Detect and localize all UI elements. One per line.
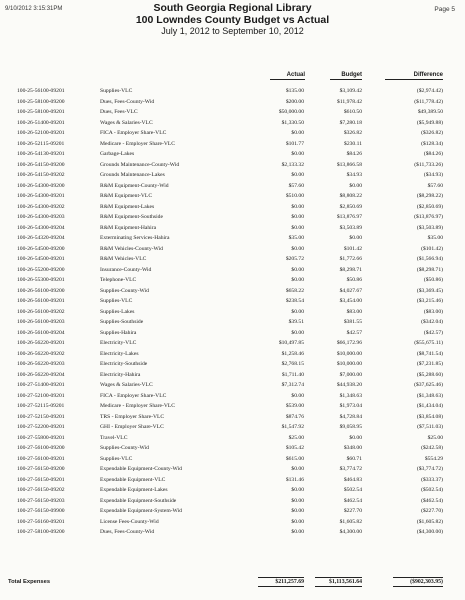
account-code: 100-26-56220-09201 bbox=[17, 340, 65, 346]
budget-amount: $10,000.00 bbox=[336, 350, 362, 357]
account-code: 100-26-54500-09201 bbox=[17, 256, 65, 262]
account-code: 100-25-56100-09201 bbox=[17, 88, 65, 94]
difference-amount: ($34.93) bbox=[423, 172, 443, 178]
budget-amount: $34.93 bbox=[346, 172, 362, 178]
budget-amount: $0.00 bbox=[349, 182, 362, 189]
budget-amount: $610.50 bbox=[343, 109, 362, 115]
budget-amount: $66,172.96 bbox=[336, 340, 362, 346]
actual-amount: $510.00 bbox=[285, 193, 304, 199]
account-description: Electricity-Southside bbox=[100, 361, 148, 367]
account-description: Wages & Salaries-VLC bbox=[100, 119, 153, 126]
actual-amount: $135.00 bbox=[285, 88, 304, 94]
account-code: 100-27-52115-09201 bbox=[17, 403, 65, 409]
table-row bbox=[0, 286, 465, 297]
difference-amount: ($8,298.22) bbox=[416, 193, 443, 199]
actual-amount: $200.00 bbox=[285, 98, 304, 105]
budget-amount: $3,454.00 bbox=[339, 298, 362, 304]
budget-amount: $13,876.97 bbox=[336, 214, 362, 220]
table-row bbox=[0, 223, 465, 234]
account-description: Supplies-Hahira bbox=[100, 329, 137, 336]
account-code: 100-26-54130-09201 bbox=[17, 151, 65, 157]
account-description: Supplies-Lakes bbox=[100, 308, 135, 315]
actual-amount: $0.00 bbox=[291, 308, 304, 315]
account-description: FICA - Employer Share-VLC bbox=[100, 392, 167, 399]
actual-amount: $0.00 bbox=[291, 245, 304, 252]
account-description: Supplies-Southside bbox=[100, 319, 144, 325]
actual-amount: $238.54 bbox=[285, 298, 304, 304]
account-description: R&M Equipment-Lakes bbox=[100, 203, 155, 210]
account-description: Medicare - Employer Share-VLC bbox=[100, 140, 176, 147]
difference-amount: ($462.54) bbox=[421, 497, 443, 504]
account-code: 100-26-51400-09201 bbox=[17, 119, 65, 126]
account-description: Expendable Equipment-Southside bbox=[100, 497, 177, 504]
difference-amount: ($1,434.04) bbox=[416, 403, 443, 409]
table-row bbox=[0, 485, 465, 496]
account-description: R&M Equipment-County-Wid bbox=[100, 182, 169, 189]
actual-amount: $0.00 bbox=[291, 497, 304, 504]
actual-amount: $0.00 bbox=[291, 277, 304, 283]
budget-amount: $1,605.82 bbox=[339, 518, 362, 525]
account-code: 100-27-56150-09201 bbox=[17, 476, 65, 483]
budget-amount: $0.00 bbox=[349, 434, 362, 441]
actual-amount: $39.51 bbox=[288, 319, 304, 325]
budget-amount: $11,978.42 bbox=[337, 98, 362, 105]
table-row bbox=[0, 359, 465, 370]
difference-amount: ($3,215.46) bbox=[416, 298, 443, 304]
table-row bbox=[0, 506, 465, 517]
account-code: 100-26-52115-09201 bbox=[17, 140, 65, 147]
budget-amount: $8,808.22 bbox=[339, 193, 362, 199]
account-code: 100-26-54150-09200 bbox=[17, 161, 65, 168]
account-description: Garbage-Lakes bbox=[100, 151, 135, 157]
account-description: License Fees-County-Wid bbox=[100, 518, 159, 525]
table-row bbox=[0, 149, 465, 160]
column-header-difference: Difference bbox=[385, 72, 443, 80]
table-row bbox=[0, 517, 465, 528]
budget-amount: $2,850.69 bbox=[339, 203, 362, 210]
table-row bbox=[0, 244, 465, 255]
table-row bbox=[0, 422, 465, 433]
difference-amount: ($55,675.11) bbox=[414, 340, 443, 346]
difference-amount: ($84.26) bbox=[423, 151, 443, 157]
table-row bbox=[0, 139, 465, 150]
difference-amount: ($8,741.54) bbox=[416, 350, 443, 357]
account-description: R&M Equipment-Southside bbox=[100, 214, 163, 220]
actual-amount: $2,133.32 bbox=[281, 161, 304, 168]
table-row bbox=[0, 233, 465, 244]
actual-amount: $131.46 bbox=[285, 476, 304, 483]
report-header bbox=[0, 2, 465, 37]
report-date-range: July 1, 2012 to September 10, 2012 bbox=[161, 26, 304, 36]
difference-amount: ($13,876.97) bbox=[414, 214, 443, 220]
difference-amount: ($42.57) bbox=[423, 329, 443, 336]
actual-amount: $0.00 bbox=[291, 224, 304, 231]
difference-amount: $25.00 bbox=[427, 434, 443, 441]
table-row bbox=[0, 391, 465, 402]
account-code: 100-26-54300-09204 bbox=[17, 224, 65, 231]
budget-amount: $4,728.84 bbox=[339, 413, 362, 420]
account-description: Dues, Fees-County-Wid bbox=[100, 529, 155, 535]
column-header-actual: Actual bbox=[270, 72, 305, 80]
budget-amount: $42.57 bbox=[346, 329, 362, 336]
actual-amount: $25.00 bbox=[288, 434, 304, 441]
account-code: 100-27-56150-09900 bbox=[17, 508, 65, 514]
account-description: R&M Equipment-Hahira bbox=[100, 224, 157, 231]
budget-amount: $1,772.66 bbox=[339, 256, 362, 262]
account-description: Supplies-VLC bbox=[100, 455, 133, 462]
table-row bbox=[0, 443, 465, 454]
difference-amount: ($7,511.03) bbox=[417, 424, 443, 430]
actual-amount: $0.00 bbox=[291, 214, 304, 220]
table-row bbox=[0, 202, 465, 213]
account-description: FICA - Employer Share-VLC bbox=[100, 130, 167, 136]
difference-amount: ($5,288.60) bbox=[416, 371, 443, 378]
actual-amount: $57.60 bbox=[288, 182, 304, 189]
difference-amount: ($2,850.69) bbox=[416, 203, 443, 210]
actual-amount: $0.00 bbox=[291, 466, 304, 472]
budget-amount: $10,000.00 bbox=[336, 361, 362, 367]
table-row bbox=[0, 97, 465, 108]
account-description: R&M Equipment-VLC bbox=[100, 193, 153, 199]
account-code: 100-27-56150-09202 bbox=[17, 487, 65, 493]
budget-amount: $101.42 bbox=[343, 245, 362, 252]
table-row bbox=[0, 181, 465, 192]
account-description: Insurance-County-Wid bbox=[100, 266, 152, 273]
actual-amount: $615.00 bbox=[285, 455, 304, 462]
actual-amount: $35.00 bbox=[288, 235, 304, 241]
difference-amount: ($502.54) bbox=[421, 487, 443, 493]
account-description: Grounds Maintenance-Lakes bbox=[100, 172, 165, 178]
account-code: 100-27-56100-09200 bbox=[17, 445, 65, 451]
table-row bbox=[0, 454, 465, 465]
actual-amount: $0.00 bbox=[291, 508, 304, 514]
account-code: 100-27-52150-09201 bbox=[17, 413, 65, 420]
account-description: Supplies-County-Wid bbox=[100, 287, 149, 294]
account-code: 100-26-55200-09200 bbox=[17, 266, 65, 273]
budget-amount: $4,027.67 bbox=[339, 287, 362, 294]
actual-amount: $1,330.50 bbox=[281, 119, 304, 126]
account-code: 100-27-58100-09200 bbox=[17, 529, 65, 535]
actual-amount: $0.00 bbox=[291, 130, 304, 136]
difference-amount: ($8,298.71) bbox=[416, 266, 443, 273]
table-row bbox=[0, 296, 465, 307]
account-description: Grounds Maintenance-County-Wid bbox=[100, 161, 180, 168]
actual-amount: $1,258.46 bbox=[281, 350, 304, 357]
budget-amount: $3,503.89 bbox=[339, 224, 362, 231]
account-code: 100-26-56100-09200 bbox=[17, 287, 65, 294]
account-description: Travel-VLC bbox=[100, 434, 128, 441]
account-description: Expendable Equipment-Lakes bbox=[100, 487, 168, 493]
table-row bbox=[0, 317, 465, 328]
account-code: 100-26-56100-09201 bbox=[17, 298, 65, 304]
budget-amount: $326.82 bbox=[343, 130, 362, 136]
account-code: 100-27-52100-09201 bbox=[17, 392, 65, 399]
difference-amount: ($83.00) bbox=[423, 308, 443, 315]
table-row bbox=[0, 527, 465, 538]
difference-amount: ($11,733.26) bbox=[414, 161, 443, 168]
difference-amount: ($242.58) bbox=[421, 445, 443, 451]
table-row bbox=[0, 464, 465, 475]
account-description: GHI - Employer Share-VLC bbox=[100, 424, 164, 430]
actual-amount: $1,711.40 bbox=[281, 371, 304, 378]
budget-amount: $230.11 bbox=[344, 140, 362, 147]
account-description: Expendable Equipment-System-Wid bbox=[100, 508, 182, 514]
report-title: 100 Lowndes County Budget vs Actual bbox=[135, 14, 330, 26]
actual-amount: $0.00 bbox=[291, 172, 304, 178]
account-code: 100-26-54300-09200 bbox=[17, 182, 65, 189]
account-description: Electricity-VLC bbox=[100, 340, 137, 346]
actual-amount: $874.76 bbox=[285, 413, 304, 420]
account-code: 100-27-55800-09201 bbox=[17, 434, 65, 441]
total-difference: ($902,303.95) bbox=[393, 577, 443, 587]
budget-amount: $462.54 bbox=[343, 497, 362, 504]
account-code: 100-26-54500-09200 bbox=[17, 245, 65, 252]
actual-amount: $101.77 bbox=[285, 140, 304, 147]
budget-amount: $83.00 bbox=[346, 308, 362, 315]
account-code: 100-26-56100-09204 bbox=[17, 329, 65, 336]
budget-amount: $9,058.95 bbox=[339, 424, 362, 430]
budget-amount: $50.86 bbox=[346, 277, 362, 283]
difference-amount: ($333.37) bbox=[421, 476, 443, 483]
difference-amount: $57.60 bbox=[427, 182, 443, 189]
difference-amount: ($3,854.08) bbox=[416, 413, 443, 420]
actual-amount: $50,000.00 bbox=[278, 109, 304, 115]
table-row bbox=[0, 338, 465, 349]
actual-amount: $0.00 bbox=[291, 518, 304, 525]
difference-amount: $554.29 bbox=[424, 455, 443, 462]
difference-amount: ($326.82) bbox=[421, 130, 443, 136]
difference-amount: ($7,231.85) bbox=[416, 361, 443, 367]
difference-amount: ($101.42) bbox=[421, 245, 443, 252]
budget-amount: $84.26 bbox=[346, 151, 362, 157]
total-budget: $1,113,561.64 bbox=[315, 577, 362, 587]
account-description: R&M Vehicles-VLC bbox=[100, 256, 147, 262]
actual-amount: $105.42 bbox=[285, 445, 304, 451]
table-row bbox=[0, 475, 465, 486]
account-description: Expendable Equipment-VLC bbox=[100, 476, 166, 483]
table-row bbox=[0, 191, 465, 202]
actual-amount: $2,768.15 bbox=[281, 361, 304, 367]
difference-amount: ($1,566.94) bbox=[416, 256, 443, 262]
account-code: 100-26-56100-09202 bbox=[17, 308, 65, 315]
table-row bbox=[0, 349, 465, 360]
column-headers bbox=[0, 72, 465, 82]
budget-amount: $44,938.20 bbox=[336, 382, 362, 388]
difference-amount: ($227.70) bbox=[421, 508, 443, 514]
account-code: 100-26-56220-09204 bbox=[17, 371, 65, 378]
budget-amount: $60.71 bbox=[346, 455, 362, 462]
actual-amount: $0.00 bbox=[291, 329, 304, 336]
account-code: 100-26-52100-09201 bbox=[17, 130, 65, 136]
account-code: 100-27-52200-09201 bbox=[17, 424, 65, 430]
account-code: 100-26-56220-09203 bbox=[17, 361, 65, 367]
table-row bbox=[0, 107, 465, 118]
report-title-org: South Georgia Regional Library bbox=[153, 2, 312, 14]
account-code: 100-26-54320-09204 bbox=[17, 235, 65, 241]
budget-amount: $348.00 bbox=[343, 445, 362, 451]
actual-amount: $539.00 bbox=[285, 403, 304, 409]
difference-amount: ($4,300.00) bbox=[416, 529, 443, 535]
difference-amount: ($128.34) bbox=[421, 140, 443, 147]
table-row bbox=[0, 212, 465, 223]
account-description: Wages & Salaries-VLC bbox=[100, 382, 153, 388]
account-description: R&M Vehicles-County-Wid bbox=[100, 245, 163, 252]
budget-amount: $1,973.04 bbox=[339, 403, 362, 409]
actual-amount: $0.00 bbox=[291, 487, 304, 493]
account-code: 100-26-55300-09201 bbox=[17, 277, 65, 283]
account-description: Supplies-VLC bbox=[100, 88, 133, 94]
difference-amount: ($5,949.88) bbox=[416, 119, 443, 126]
table-row bbox=[0, 170, 465, 181]
account-code: 100-27-56150-09203 bbox=[17, 497, 65, 504]
account-description: Supplies-VLC bbox=[100, 298, 133, 304]
account-code: 100-27-56150-09200 bbox=[17, 466, 65, 472]
difference-amount: $49,389.50 bbox=[417, 109, 443, 115]
account-code: 100-27-56100-09201 bbox=[17, 455, 65, 462]
table-row bbox=[0, 86, 465, 97]
table-row bbox=[0, 328, 465, 339]
difference-amount: ($3,369.45) bbox=[416, 287, 443, 294]
budget-table bbox=[0, 86, 465, 538]
account-code: 100-26-54300-09203 bbox=[17, 214, 65, 220]
account-description: Supplies-County-Wid bbox=[100, 445, 149, 451]
account-description: Telephone-VLC bbox=[100, 277, 137, 283]
difference-amount: ($1,605.82) bbox=[416, 518, 443, 525]
difference-amount: ($11,778.42) bbox=[414, 98, 443, 105]
budget-amount: $13,866.58 bbox=[336, 161, 362, 168]
actual-amount: $0.00 bbox=[291, 392, 304, 399]
table-row bbox=[0, 160, 465, 171]
actual-amount: $1,547.92 bbox=[281, 424, 304, 430]
account-code: 100-26-54300-09202 bbox=[17, 203, 65, 210]
total-label: Total Expenses bbox=[8, 579, 51, 585]
account-description: Expendable Equipment-County-Wid bbox=[100, 466, 182, 472]
table-row bbox=[0, 496, 465, 507]
budget-amount: $7,280.18 bbox=[339, 119, 362, 126]
account-code: 100-26-56220-09202 bbox=[17, 350, 65, 357]
budget-amount: $7,000.00 bbox=[339, 371, 362, 378]
account-description: TRS - Employer Share-VLC bbox=[100, 413, 165, 420]
budget-amount: $8,298.71 bbox=[339, 266, 362, 273]
budget-amount: $1,348.63 bbox=[339, 392, 362, 399]
table-row bbox=[0, 128, 465, 139]
page-number: Page 5 bbox=[434, 6, 455, 13]
budget-amount: $3,109.42 bbox=[339, 88, 362, 94]
table-row bbox=[0, 307, 465, 318]
difference-amount: ($37,625.46) bbox=[414, 382, 443, 388]
table-row bbox=[0, 118, 465, 129]
account-description: Exterminating Services-Hahira bbox=[100, 235, 170, 241]
total-expenses-row bbox=[0, 576, 465, 588]
column-header-budget: Budget bbox=[330, 72, 362, 80]
table-row bbox=[0, 275, 465, 286]
account-code: 100-27-51400-09201 bbox=[17, 382, 65, 388]
account-code: 100-25-58100-09200 bbox=[17, 98, 65, 105]
difference-amount: ($3,503.89) bbox=[416, 224, 443, 231]
account-code: 100-26-54300-09201 bbox=[17, 193, 65, 199]
actual-amount: $0.00 bbox=[291, 529, 304, 535]
table-row bbox=[0, 370, 465, 381]
account-code: 100-26-54150-09202 bbox=[17, 172, 65, 178]
table-row bbox=[0, 401, 465, 412]
account-description: Dues, Fees-VLC bbox=[100, 109, 138, 115]
actual-amount: $0.00 bbox=[291, 151, 304, 157]
budget-amount: $381.55 bbox=[343, 319, 362, 325]
account-description: Medicare - Employer Share-VLC bbox=[100, 403, 176, 409]
budget-amount: $3,774.72 bbox=[339, 466, 362, 472]
account-code: 100-25-58100-09201 bbox=[17, 109, 65, 115]
budget-amount: $227.70 bbox=[343, 508, 362, 514]
difference-amount: ($2,974.42) bbox=[416, 88, 443, 94]
actual-amount: $10,497.85 bbox=[278, 340, 304, 346]
account-code: 100-26-56100-09203 bbox=[17, 319, 65, 325]
difference-amount: ($3,774.72) bbox=[416, 466, 443, 472]
budget-amount: $4,300.00 bbox=[339, 529, 362, 535]
table-row bbox=[0, 380, 465, 391]
table-row bbox=[0, 254, 465, 265]
difference-amount: $35.00 bbox=[427, 235, 443, 241]
budget-amount: $464.83 bbox=[343, 476, 362, 483]
budget-amount: $0.00 bbox=[349, 235, 362, 241]
actual-amount: $7,312.74 bbox=[281, 382, 304, 388]
difference-amount: ($342.04) bbox=[421, 319, 443, 325]
account-description: Dues, Fees-County-Wid bbox=[100, 98, 155, 105]
actual-amount: $658.22 bbox=[285, 287, 304, 294]
account-description: Electricity-Hahira bbox=[100, 371, 141, 378]
actual-amount: $0.00 bbox=[291, 266, 304, 273]
difference-amount: ($1,348.63) bbox=[416, 392, 443, 399]
actual-amount: $205.72 bbox=[285, 256, 304, 262]
print-timestamp: 9/10/2012 3:15:31PM bbox=[5, 6, 63, 12]
total-actual: $211,257.69 bbox=[258, 577, 304, 587]
table-row bbox=[0, 265, 465, 276]
actual-amount: $0.00 bbox=[291, 203, 304, 210]
table-row bbox=[0, 433, 465, 444]
account-description: Electricity-Lakes bbox=[100, 350, 139, 357]
difference-amount: ($50.86) bbox=[423, 277, 443, 283]
account-code: 100-27-56160-09201 bbox=[17, 518, 65, 525]
table-row bbox=[0, 412, 465, 423]
budget-amount: $502.54 bbox=[343, 487, 362, 493]
